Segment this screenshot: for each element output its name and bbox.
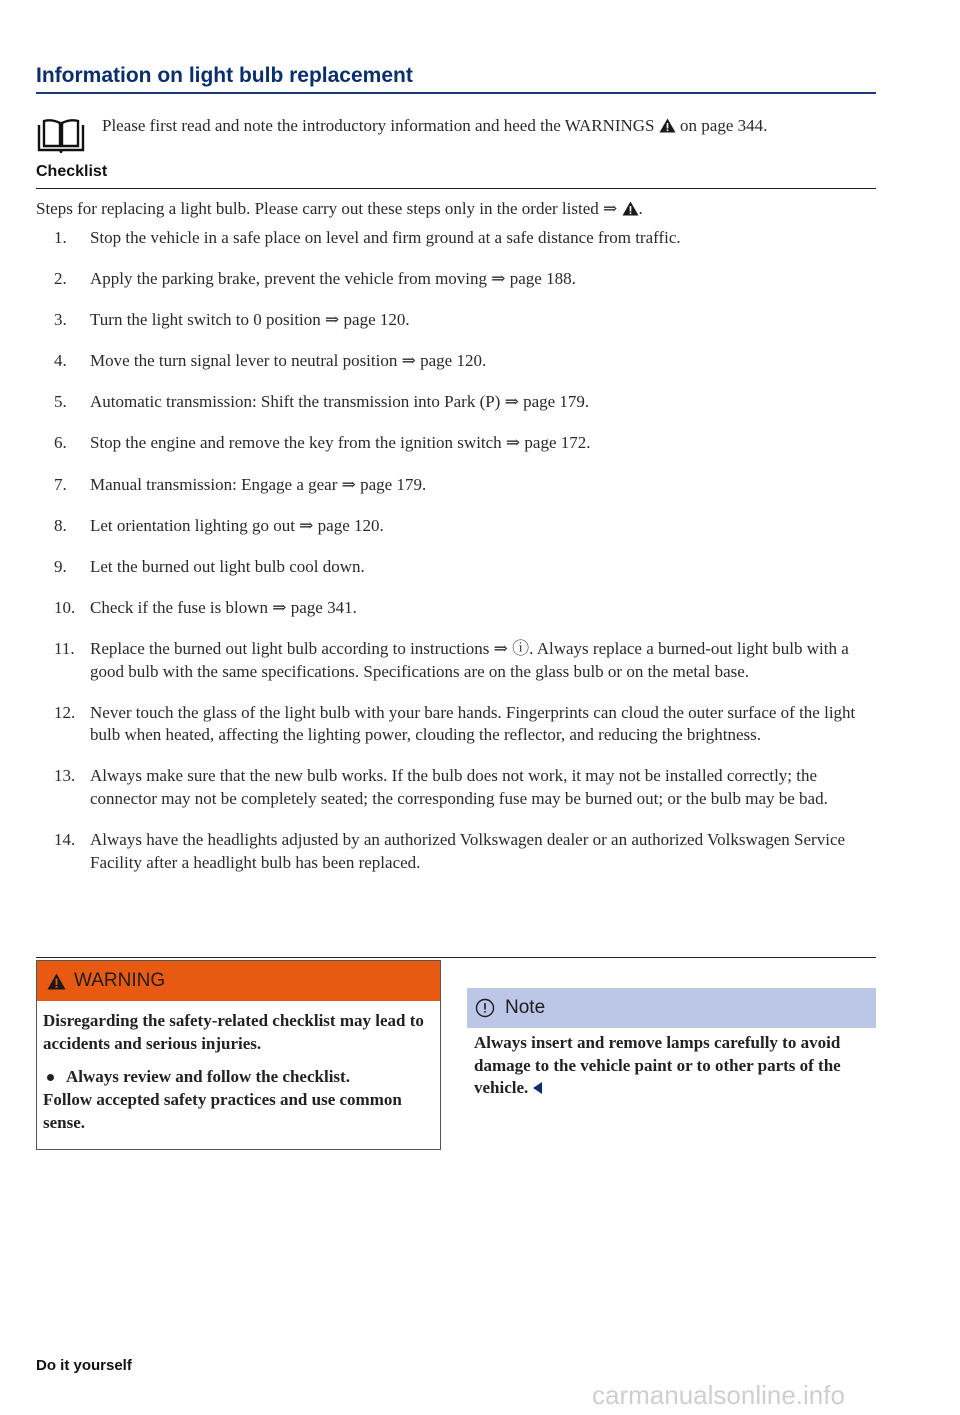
step-text: Automatic transmission: Shift the transmission into Park (P) ⇒ page 179. <box>90 392 590 412</box>
warning-header <box>37 961 440 1001</box>
list-item <box>36 638 876 683</box>
warning-body <box>37 1001 440 1134</box>
steps-intro-text: Steps for replacing a light bulb. Please carry out these steps only in the order listed ⇒ <box>36 199 618 218</box>
book-icon <box>36 119 86 153</box>
list-item <box>36 597 876 620</box>
step-number: 13. <box>54 766 76 786</box>
section-end-rule <box>36 957 876 958</box>
step-text: Turn the light switch to 0 position ⇒ page 120. <box>90 310 410 330</box>
end-of-section-icon <box>533 1082 542 1094</box>
step-number: 3. <box>54 310 67 330</box>
warning-heading: WARNING <box>74 970 166 991</box>
warning-box <box>36 960 441 1150</box>
list-item <box>36 268 876 291</box>
step-text: Always have the headlights adjusted by an authorized Volkswagen dealer or an authorized Volkswagen Service Facility after a headlight bulb has been replaced. <box>90 830 846 872</box>
step-text: Let the burned out light bulb cool down. <box>90 556 365 576</box>
step-text: Stop the engine and remove the key from the ignition switch ⇒ page 172. <box>90 433 591 453</box>
step-number: 14. <box>54 830 76 849</box>
list-item <box>36 432 876 455</box>
list-item <box>36 391 876 414</box>
step-text: Move the turn signal lever to neutral position ⇒ page 120. <box>90 351 487 371</box>
list-item <box>36 227 876 250</box>
warning-text-2: Follow accepted safety practices and use common sense. <box>43 1090 402 1132</box>
note-heading: Note <box>505 997 546 1018</box>
warning-triangle-icon <box>47 973 66 990</box>
warning-text: Disregarding the safety-related checklist may lead to accidents and serious injuries. <box>43 1011 424 1053</box>
step-number: 6. <box>54 433 67 453</box>
step-text: Check if the fuse is blown ⇒ page 341. <box>90 597 357 617</box>
list-item <box>36 350 876 373</box>
note-header <box>467 988 876 1028</box>
warning-triangle-icon <box>659 118 676 133</box>
step-text: Stop the vehicle in a safe place on level and firm ground at a safe distance from traffic. <box>90 228 681 247</box>
list-item <box>36 556 876 579</box>
intro-text <box>102 116 767 136</box>
step-text: Always make sure that the new bulb works. If the bulb does not work, it may not be installed correctly; the connector may not be completely seated; the corresponding fuse may be burned out; or the bulb may be bad. <box>90 766 828 808</box>
warning-bullet-item <box>43 1065 430 1088</box>
step-text: Manual transmission: Engage a gear ⇒ page 179. <box>90 474 427 494</box>
step-number: 1. <box>54 228 67 247</box>
step-number: 4. <box>54 351 67 371</box>
intro-main: Please first read and note the introductory information and heed the WARNINGS <box>102 116 655 135</box>
title-rule <box>36 92 876 94</box>
note-text: Always insert and remove lamps carefully to avoid damage to the vehicle paint or to other parts of the vehicle. <box>474 1033 841 1097</box>
list-item <box>36 474 876 497</box>
list-item <box>36 702 876 747</box>
step-number: 7. <box>54 474 67 494</box>
step-text: Apply the parking brake, prevent the vehicle from moving ⇒ page 188. <box>90 269 576 289</box>
watermark: carmanualsonline.info <box>592 1380 845 1410</box>
step-text: Replace the burned out light bulb according to instructions ⇒ ⓘ. Always replace a burned-out light bulb with a good bulb with the same specifications. Specifications are on the glass bulb or on the metal base. <box>90 638 849 681</box>
step-text: Let orientation lighting go out ⇒ page 120. <box>90 515 384 535</box>
warning-triangle-icon <box>622 201 639 216</box>
info-circle-icon <box>475 998 495 1018</box>
bullet-icon <box>47 1074 54 1081</box>
list-item <box>36 309 876 332</box>
step-number: 5. <box>54 392 67 412</box>
note-body <box>474 1032 879 1100</box>
steps-intro: Steps for replacing a light bulb. Please carry out these steps only in the order listed ⇒ . <box>36 199 643 218</box>
step-number: 8. <box>54 515 67 535</box>
step-number: 11. <box>54 638 75 658</box>
intro-page-ref[interactable]: on page 344. <box>680 116 768 135</box>
step-number: 12. <box>54 702 76 722</box>
page-title: Information on light bulb replacement <box>36 64 413 87</box>
checklist-steps <box>36 227 876 893</box>
footer-section-label: Do it yourself <box>36 1357 132 1374</box>
checklist-rule <box>36 188 876 189</box>
list-item <box>36 515 876 538</box>
step-number: 10. <box>54 597 76 617</box>
step-text: Never touch the glass of the light bulb with your bare hands. Fingerprints can cloud the outer surface of the light bulb when heated, affecting the lighting power, clouding the reflector, and reducing the brightness. <box>90 702 856 745</box>
step-number: 2. <box>54 269 67 289</box>
checklist-heading: Checklist <box>36 163 108 180</box>
step-number: 9. <box>54 556 67 576</box>
list-item <box>36 765 876 810</box>
list-item <box>36 829 876 874</box>
warning-bullet-text: Always review and follow the checklist. <box>66 1067 350 1086</box>
